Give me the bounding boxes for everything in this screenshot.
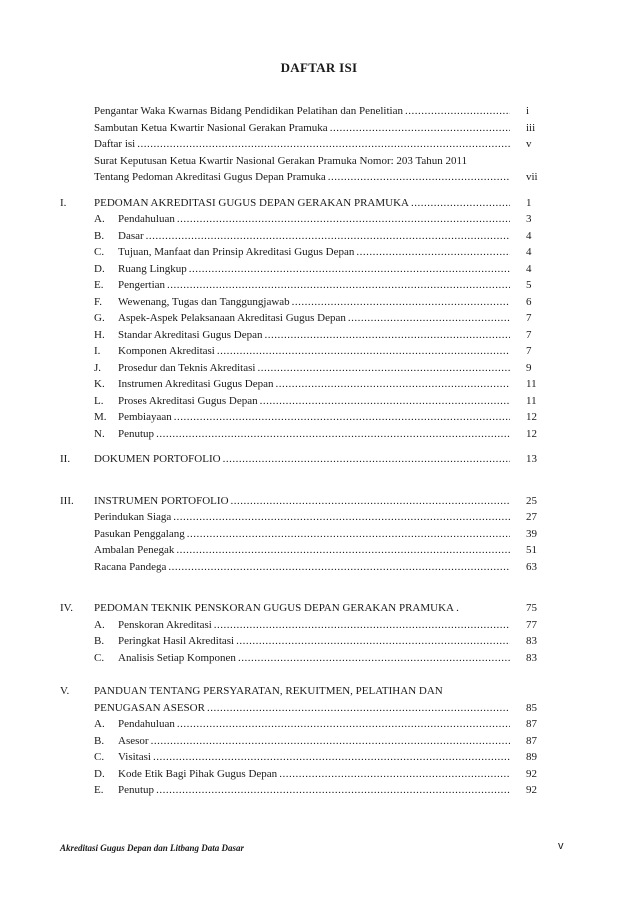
entry-text: Visitasi [118,751,151,763]
entry-text: Penskoran Akreditasi [118,618,212,631]
chapter-number: III. [60,494,74,507]
entry-text: Surat Keputusan Ketua Kwartir Nasional Gerakan Pramuka Nomor: 203 Tahun 2011 [94,154,468,167]
chapter-heading[interactable] [60,195,560,212]
entry-text: Proses Akreditasi Gugus Depan [118,394,258,407]
page-number: 12 [526,411,537,423]
page-number: i [526,105,530,117]
page-title: DAFTAR ISI [280,60,358,75]
toc-entry[interactable]: C. Visitasi ..... 89 [60,749,560,766]
toc-entry[interactable]: A. Pendahuluan ..... 3 [60,211,560,228]
entry-text: Instrumen Akreditasi Gugus Depan [118,378,274,390]
entry-text: Racana Pandega [94,560,167,573]
page-number: 89 [526,751,537,763]
toc-entry[interactable]: N. Penutup ..... 12 [60,426,560,443]
toc-entry[interactable]: D. Kode Etik Bagi Pihak Gugus Depan ..... 92 [60,766,560,783]
entry-text: Penutup [118,784,155,796]
chapter-title: PANDUAN TENTANG PERSYARATAN, REKUITMEN, PELATIHAN DAN [94,685,443,697]
page-number: 7 [526,328,532,341]
page-number: 7 [526,312,532,324]
entry-text: Pengantar Waka Kwarnas Bidang Pendidikan Pelatihan dan Penelitian [94,105,403,117]
page-number: 25 [526,494,537,507]
entry-text: Ambalan Penegak [94,544,175,556]
toc-entry[interactable] [60,120,560,137]
toc-entry[interactable] [60,153,560,170]
toc-entry[interactable]: H. Standar Akreditasi Gugus Depan ..... 7 [60,327,560,344]
toc-entry[interactable]: E. Pengertian ..... 5 [60,277,560,294]
entry-text: Asesor [118,734,149,747]
table-of-contents [60,103,560,799]
page-number: 27 [526,511,537,523]
page-number: 4 [526,246,532,258]
toc-entry[interactable]: L. Proses Akreditasi Gugus Depan ..... 11 [60,393,560,410]
entry-text: Pasukan Penggalang [94,527,185,540]
chapter-number: I. [60,196,67,209]
entry-text: Pendahuluan [118,718,175,730]
page-number: 85 [526,701,537,714]
entry-text: Daftar isi [94,138,136,150]
entry-text: Aspek-Aspek Pelaksanaan Akreditasi Gugus Depan [118,312,346,324]
toc-entry[interactable]: J. Prosedur dan Teknis Akreditasi ..... 9 [60,360,560,377]
toc-entry[interactable]: D. Ruang Lingkup ..... 4 [60,261,560,278]
chapter-heading[interactable] [60,451,560,468]
footer-title: Akreditasi Gugus Depan dan Litbang Data Dasar [60,843,245,853]
toc-entry[interactable]: B. Asesor ..... 87 [60,733,560,750]
entry-text: Sambutan Ketua Kwartir Nasional Gerakan Pramuka [94,121,328,134]
page-number: 7 [526,345,532,357]
page-number: 5 [526,279,532,291]
toc-entry[interactable] [60,559,560,576]
entry-text: Pembiayaan [118,411,172,423]
entry-text: Analisis Setiap Komponen [118,651,236,664]
entry-text: Pendahuluan [118,213,175,225]
toc-entry[interactable]: K. Instrumen Akreditasi Gugus Depan ..... 11 [60,376,560,393]
entry-text: Standar Akreditasi Gugus Depan [118,328,263,341]
chapter-title: PENUGASAN ASESOR [94,701,205,714]
page-number: 4 [526,262,532,275]
page-number: 51 [526,544,537,556]
chapter-title: INSTRUMEN PORTOFOLIO [94,494,229,507]
entry-text: Tentang Pedoman Akreditasi Gugus Depan Pramuka [94,171,326,183]
toc-entry[interactable]: B. Peringkat Hasil Akreditasi ..... 83 [60,633,560,650]
toc-entry[interactable]: G. Aspek-Aspek Pelaksanaan Akreditasi Gugus Depan ..... 7 [60,310,560,327]
chapter-number: IV. [60,602,73,614]
page-number: 92 [526,767,537,780]
page-number: 1 [526,196,532,209]
page-number: 13 [526,453,537,465]
page-number: iii [526,121,536,134]
footer-page-number: v [558,840,564,852]
page-number: 77 [526,618,537,631]
page-number: 9 [526,361,532,374]
chapter-heading[interactable] [60,600,560,617]
toc-entry[interactable]: A. Penskoran Akreditasi ..... 77 [60,617,560,634]
page-number: 87 [526,718,537,730]
page-number: v [526,138,532,150]
entry-text: Dasar [118,229,144,242]
entry-text: Perindukan Siaga [94,511,172,523]
page-number: 39 [526,527,537,540]
toc-entry[interactable]: C. Tujuan, Manfaat dan Prinsip Akreditasi Gugus Depan ..... 4 [60,244,560,261]
entry-text: Prosedur dan Teknis Akreditasi [118,361,256,374]
toc-entry[interactable] [60,169,560,186]
page-number: 11 [526,394,537,407]
page-number: 75 [526,602,537,614]
entry-text: Komponen Akreditasi [118,345,215,357]
chapter-title: PEDOMAN TEKNIK PENSKORAN GUGUS DEPAN GERAKAN PRAMUKA . [94,602,459,614]
chapter-title: DOKUMEN PORTOFOLIO [94,453,221,465]
page-number: 92 [526,784,537,796]
entry-text: Pengertian [118,279,166,291]
entry-text: Ruang Lingkup [118,262,187,275]
page-number: 83 [526,651,537,664]
page-number: 63 [526,560,537,573]
entry-text: Kode Etik Bagi Pihak Gugus Depan [118,767,278,780]
chapter-heading-continued[interactable] [60,700,560,717]
toc-entry[interactable] [60,136,560,153]
toc-entry[interactable]: C. Analisis Setiap Komponen ..... 83 [60,650,560,667]
toc-entry[interactable] [60,542,560,559]
toc-entry[interactable]: E. Penutup ..... 92 [60,782,560,799]
entry-text: Wewenang, Tugas dan Tanggungjawab [118,295,290,308]
entry-text: Tujuan, Manfaat dan Prinsip Akreditasi Gugus Depan [118,246,355,258]
toc-entry[interactable] [60,509,560,526]
page-number: 11 [526,378,537,390]
toc-entry[interactable]: A. Pendahuluan ..... 87 [60,716,560,733]
page-number: 12 [526,427,537,440]
chapter-number: V. [60,685,70,697]
page-number: 4 [526,229,532,242]
page-number: 6 [526,295,532,308]
page-number: 83 [526,635,537,647]
page-number: 87 [526,734,537,747]
chapter-heading[interactable] [60,683,560,700]
toc-entry[interactable]: F. Wewenang, Tugas dan Tanggungjawab ..... 6 [60,294,560,311]
toc-entry[interactable] [60,526,560,543]
entry-text: Penutup [118,427,155,440]
page-number: 3 [526,213,532,225]
chapter-number: II. [60,453,71,465]
toc-entry[interactable]: M. Pembiayaan ..... 12 [60,409,560,426]
toc-entry[interactable]: B. Dasar ..... 4 [60,228,560,245]
page-number: vii [526,171,538,183]
chapter-title: PEDOMAN AKREDITASI GUGUS DEPAN GERAKAN PRAMUKA [94,196,409,209]
chapter-heading[interactable] [60,493,560,510]
entry-text: Peringkat Hasil Akreditasi [118,635,235,647]
toc-entry[interactable] [60,103,560,120]
toc-entry[interactable]: I. Komponen Akreditasi ..... 7 [60,343,560,360]
